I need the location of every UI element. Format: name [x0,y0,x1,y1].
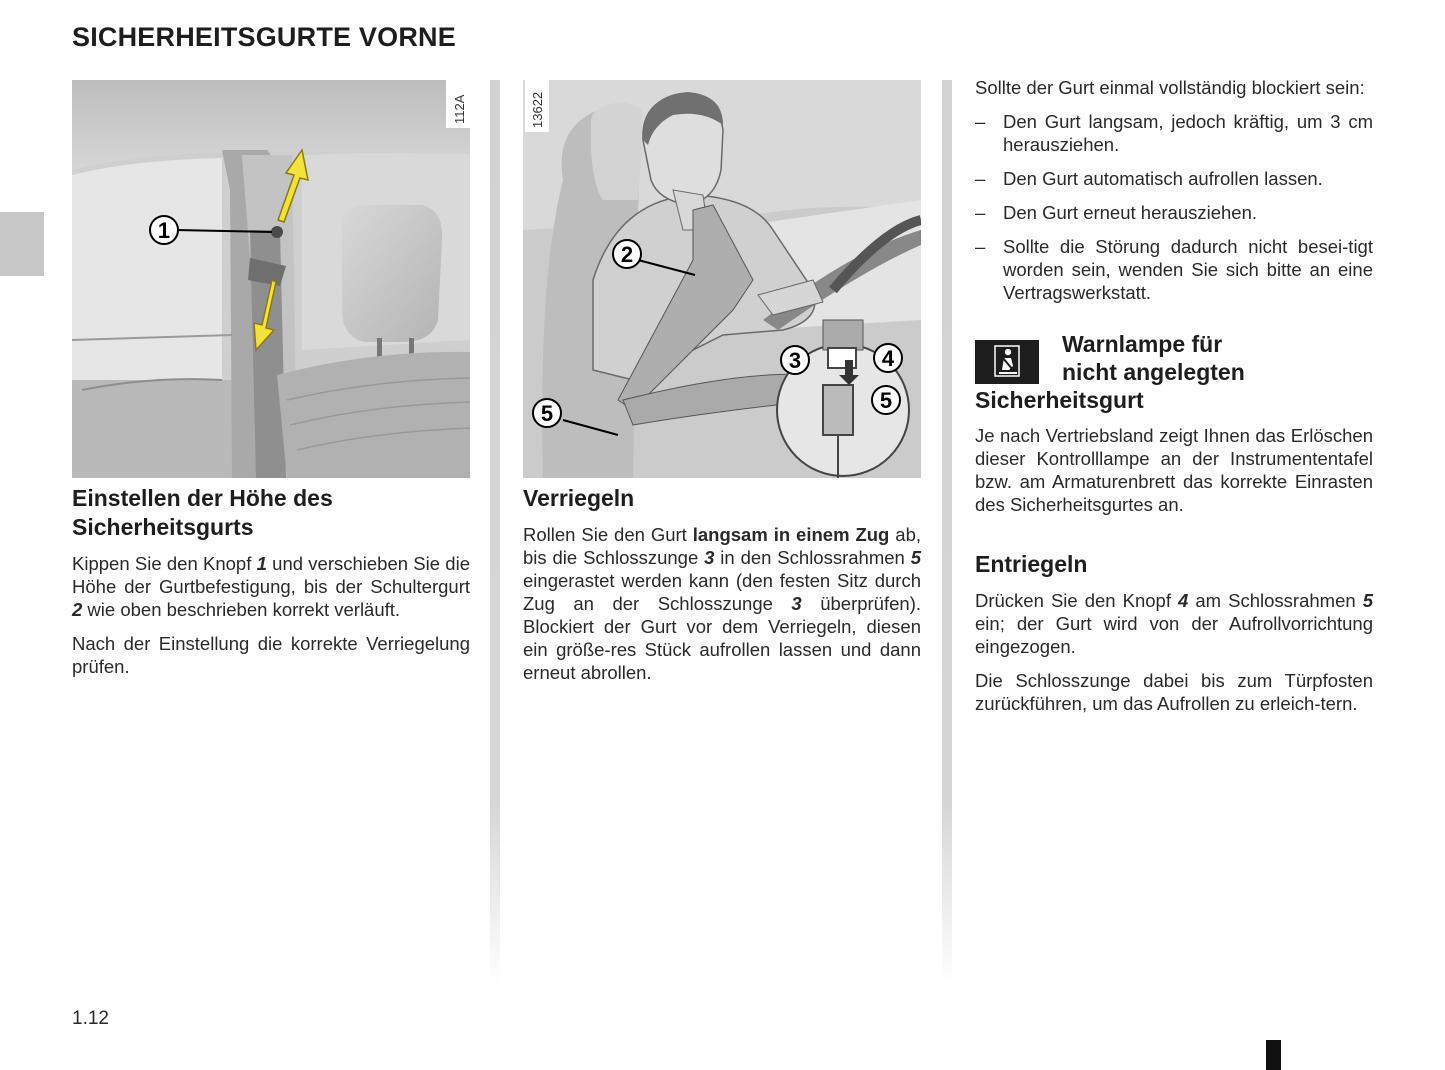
paragraph: Sollte der Gurt einmal vollständig blockiert sein: [975,77,1365,98]
figure-belt-locking [523,80,921,478]
paragraph: Nach der Einstellung die korrekte Verriegelung prüfen. [72,633,470,677]
figure-code: 112A [452,94,467,124]
page-number: 1.12 [72,1008,109,1029]
callout-4: 4 [881,346,895,371]
warning-lamp-heading: Warnlampe für nicht angelegten Sicherheitsgurt [975,331,1245,413]
list-item: – Den Gurt erneut herausziehen. [975,202,1258,223]
list-item: – Den Gurt automatisch aufrollen lassen. [975,168,1323,189]
callout-3: 3 [788,348,802,373]
page-title: SICHERHEITSGURTE VORNE [72,22,456,52]
column-lock [523,80,921,695]
list-item: – Sollte die Störung dadurch nicht besei-tigt worden sein, wenden Sie sich bitte an eine Vertragswerkstatt. [975,236,1373,303]
list-item: – Den Gurt langsam, jedoch kräftig, um 3 cm herausziehen. [975,111,1373,155]
paragraph: Je nach Vertriebsland zeigt Ihnen das Erlöschen dieser Kontrolllampe an der Instrumententafel bzw. am Armaturenbrett das korrekte Einrasten des Sicherheitsgurtes an. [975,425,1373,515]
callout-1: 1 [157,218,171,243]
figure-code: 13622 [530,91,545,128]
column-divider [942,80,952,985]
steps-list [975,110,1373,304]
seatbelt-warning-icon [975,340,1039,384]
paragraph: Kippen Sie den Knopf 1 und verschieben Sie die Höhe der Gurtbefestigung, bis der Schultergurt 2 wie oben beschrieben korrekt verläuft. [72,553,470,620]
column-blocked-belt [975,76,1373,726]
section-tab [0,212,44,276]
paragraph: Die Schlosszunge dabei bis zum Türpfosten zurückführen, um das Aufrollen zu erleich-tern. [975,670,1373,714]
section-heading: Verriegeln [523,485,635,511]
callout-5-detail: 5 [879,388,893,413]
paragraph: Drücken Sie den Knopf 4 am Schlossrahmen 5 ein; der Gurt wird von der Aufrollvorrichtung eingezogen. [975,590,1373,657]
callout-5: 5 [540,401,554,426]
section-heading: Entriegeln [975,551,1088,577]
callout-2: 2 [620,242,634,267]
figure-belt-height-adjust [72,80,470,478]
column-divider [490,80,500,985]
section-heading: Einstellen der Höhe des Sicherheitsgurts [72,485,333,540]
warning-lamp-section [975,330,1373,516]
paragraph: Rollen Sie den Gurt langsam in einem Zug ab, bis die Schlosszunge 3 in den Schlossrahmen 5 eingerastet werden kann (den festen Sitz durch Zug an der Schlosszunge 3 überprüfen). Blockiert der Gurt vor dem Verriegeln, diesen ein größe-res Stück aufrollen lassen und dann erneut abrollen. [523,524,921,683]
page-edge-mark [1266,1040,1281,1070]
column-height-adjust [72,80,470,689]
